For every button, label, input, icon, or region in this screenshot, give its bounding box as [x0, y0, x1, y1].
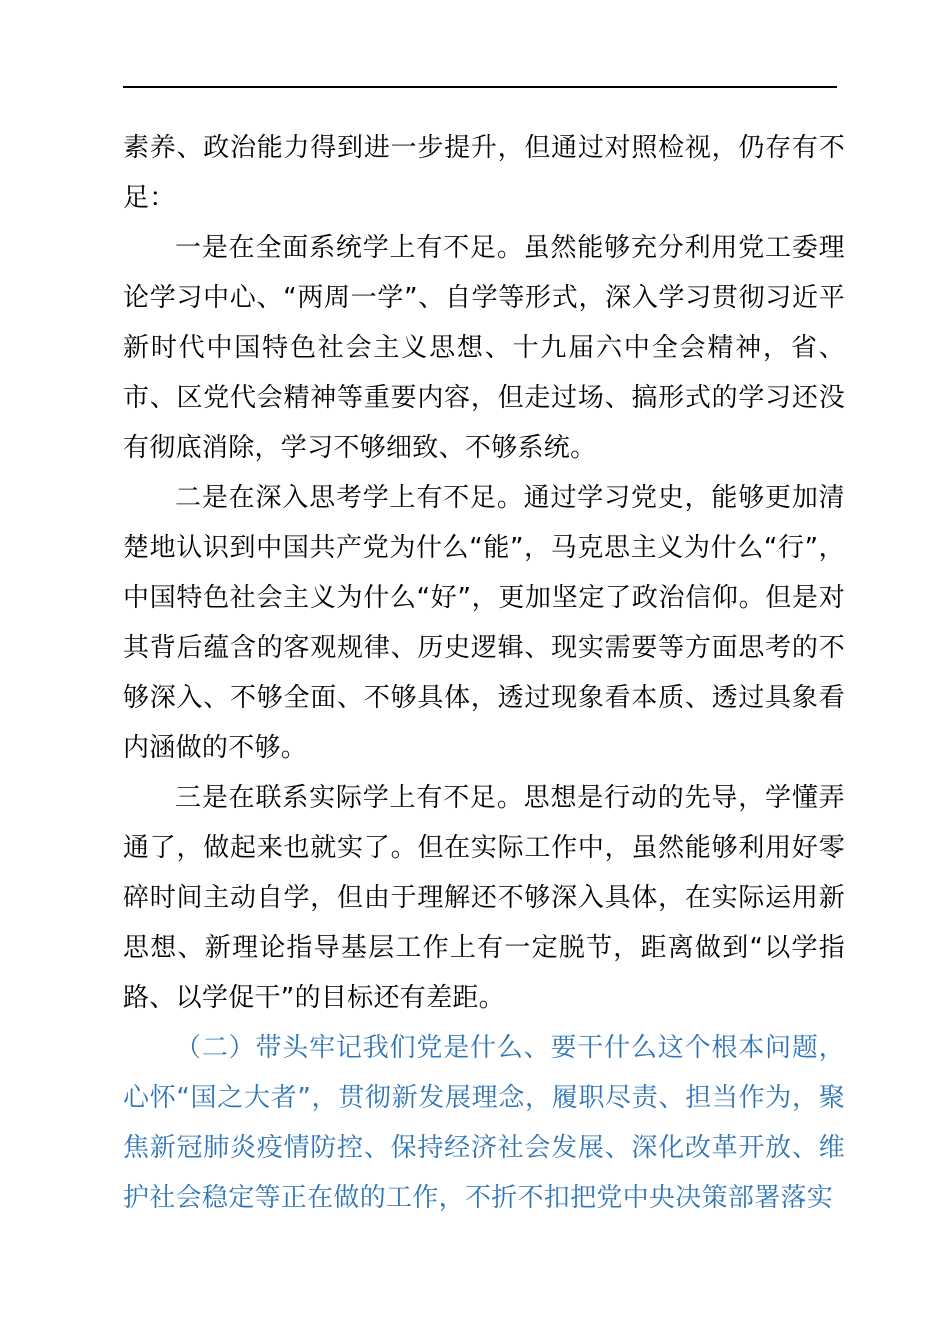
- paragraph-point-one: 一是在全面系统学上有不足。虽然能够充分利用党工委理论学习中心、“两周一学”、自学等形式，深入学习贯彻习近平新时代中国特色社会主义思想、十九届六中全会精神，省、市、区党代会精神等重要内容，但走过场、搞形式的学习还没有彻底消除，学习不够细致、不够系统。: [123, 233, 845, 463]
- paragraph-point-three: 三是在联系实际学上有不足。思想是行动的先导，学懂弄通了，做起来也就实了。但在实际工作中，虽然能够利用好零碎时间主动自学，但由于理解还不够深入具体，在实际运用新思想、新理论指导基层工作上有一定脱节，距离做到“以学指路、以学促干”的目标还有差距。: [123, 783, 845, 1013]
- paragraph-point-two: 二是在深入思考学上有不足。通过学习党史，能够更加清楚地认识到中国共产党为什么“能”，马克思主义为什么“行”，中国特色社会主义为什么“好”，更加坚定了政治信仰。但是对其背后蕴含的客观规律、历史逻辑、现实需要等方面思考的不够深入、不够全面、不够具体，透过现象看本质、透过具象看内涵做的不够。: [123, 483, 845, 763]
- section-heading-two: （二）带头牢记我们党是什么、要干什么这个根本问题，心怀“国之大者”，贯彻新发展理念，履职尽责、担当作为，聚焦新冠肺炎疫情防控、保持经济社会发展、深化改革开放、维护社会稳定等正在做的工作，不折不扣把党中央决策部署落实: [123, 1033, 845, 1213]
- document-body: [123, 123, 845, 1223]
- paragraph-continuation: 素养、政治能力得到进一步提升，但通过对照检视，仍存有不足：: [123, 133, 845, 213]
- header-rule: [123, 86, 837, 88]
